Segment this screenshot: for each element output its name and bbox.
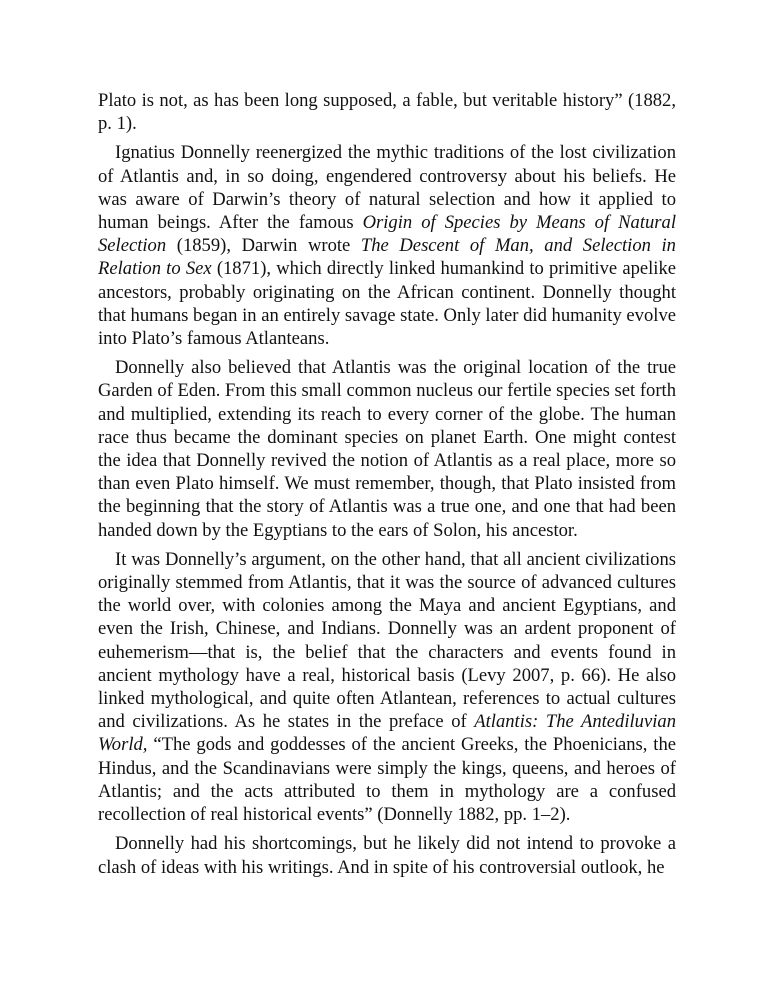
text-run: Donnelly had his shortcomings, but he likely did not intend to provoke a clash of ideas with his writings. And in spite of his controversial outlook, he	[98, 833, 676, 878]
book-title-atlantis: Atlantis: The Antediluvian World,	[98, 711, 676, 756]
page-body	[98, 89, 676, 885]
book-title-descent-of-man: The Descent of Man, and Selection in Relation to Sex	[98, 235, 676, 280]
text-run: Donnelly also believed that Atlantis was the original location of the true Garden of Eden. From this small common nucleus our fertile species set forth and multiplied, extending its reach to every corner of the globe. The human race thus became the dominant species on planet Earth. One might contest the idea that Donnelly revived the notion of Atlantis as a real place, more so than even Plato himself. We must remember, though, that Plato insisted from the beginning that the story of Atlantis was a true one, and one that had been handed down by the Egyptians to the ears of Solon, his ancestor.	[98, 357, 676, 541]
text-run: It was Donnelly’s argument, on the other hand, that all ancient civilizations originally stemmed from Atlantis, that it was the source of advanced cultures the world over, with colonies among the Maya and ancient Egyptians, and even the Irish, Chinese, and Indians. Donnelly was an ardent proponent of euhemerism—that is, the belief that the characters and events found in ancient mythology have a real, historical basis (Levy 2007, p. 66). He also linked mythological, and quite often Atlantean, references to actual cultures and civilizations. As he states in the preface of	[98, 548, 676, 733]
paragraph-continuation	[98, 89, 676, 135]
book-title-origin-of-species: Origin of Species by Means of Natural Selection	[98, 212, 676, 257]
paragraph-shortcomings	[98, 832, 676, 878]
text-run: (1859), Darwin wrote	[166, 235, 361, 257]
text-run: (1871), which directly linked humankind to primitive apelike ancestors, probably originating on the African continent. Donnelly thought that humans began in an entirely savage state. Only later did humanity evolve into Plato’s famous Atlanteans.	[98, 258, 677, 350]
paragraph-garden-of-eden	[98, 356, 676, 542]
text-run: Plato is not, as has been long supposed, a fable, but veritable history” (1882, p. 1).	[98, 90, 676, 135]
paragraph-euhemerism	[98, 548, 676, 826]
paragraph-donnelly-darwin	[98, 141, 676, 350]
text-run: “The gods and goddesses of the ancient Greeks, the Phoenicians, the Hindus, and the Scandinavians were simply the kings, queens, and heroes of Atlantis; and the acts attributed to them in mythology are a confused recollection of real historical events” (Donnelly 1882, pp. 1–2).	[98, 734, 676, 826]
text-run: Ignatius Donnelly reenergized the mythic traditions of the lost civilization of Atlantis and, in so doing, engendered controversy about his beliefs. He was aware of Darwin’s theory of natural selection and how it applied to human beings. After the famous	[98, 142, 676, 234]
